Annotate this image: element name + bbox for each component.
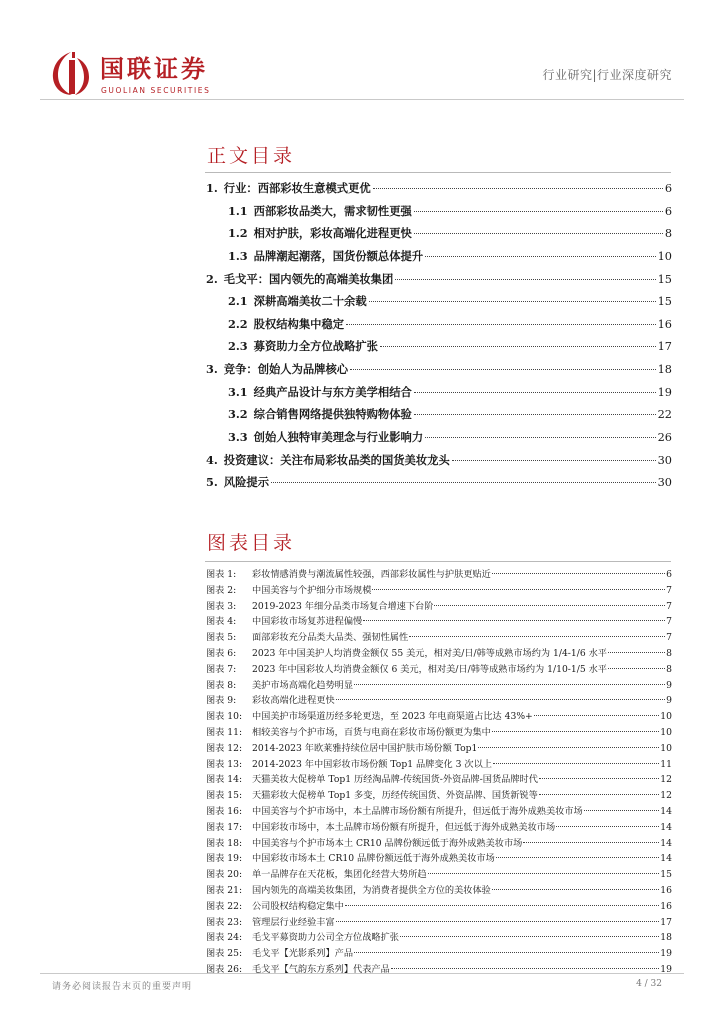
figure-entry[interactable]	[206, 836, 672, 852]
toc-entry-page: 15	[657, 295, 672, 309]
figure-entry-label: 图表 18:	[206, 837, 243, 849]
figure-entry-label: 图表 15:	[206, 790, 243, 802]
toc-entry[interactable]	[206, 313, 672, 336]
toc-entry-page: 10	[657, 249, 672, 263]
toc-entry-number: 3.2	[228, 407, 248, 422]
figure-entry-page: 8	[666, 647, 672, 659]
dot-leader	[496, 857, 660, 858]
figure-entry[interactable]	[206, 709, 672, 725]
dot-leader	[395, 279, 655, 280]
figure-entry-page: 14	[660, 805, 672, 817]
figure-entry-label: 图表 7:	[206, 663, 237, 675]
figure-entry-title: 2014-2023 年中国彩妆市场份额 Top1 品牌变化 3 次以上	[252, 758, 492, 770]
toc-entry-number: 2.3	[228, 339, 248, 354]
figure-entry-label: 图表 8:	[206, 679, 237, 691]
figure-entry-title: 2019-2023 年细分品类市场复合增速下台阶	[252, 600, 434, 612]
toc-entry-number: 1.2	[228, 226, 248, 241]
dot-leader	[478, 747, 659, 748]
guolian-logo-icon	[50, 50, 92, 96]
figure-entry-title: 毛戈平募资助力公司全方位战略扩张	[252, 932, 399, 944]
figure-entry-page: 15	[660, 869, 672, 881]
dot-leader	[608, 668, 665, 669]
figure-entry[interactable]	[206, 772, 672, 788]
toc-entry-page: 26	[657, 431, 672, 445]
figure-entry-page: 7	[666, 632, 672, 644]
toc-entry-number: 1.3	[228, 248, 248, 263]
toc-entry-title: 品牌潮起潮落，国货份额总体提升	[253, 248, 424, 263]
figure-entry[interactable]	[206, 804, 672, 820]
figure-entry[interactable]	[206, 899, 672, 915]
toc-entry-title: 西部彩妆品类大，需求韧性更强	[253, 203, 412, 218]
figure-entry-label: 图表 13:	[206, 758, 243, 770]
figure-entry-title: 毛戈平【气韵东方系列】代表产品	[252, 963, 390, 975]
dot-leader	[350, 369, 656, 370]
toc-list	[206, 177, 672, 494]
toc-entry-page: 22	[657, 408, 672, 422]
dot-leader	[492, 889, 659, 890]
figure-list-title-rule	[205, 561, 671, 562]
figure-entry-page: 8	[666, 663, 672, 675]
dot-leader	[492, 731, 659, 732]
figure-entry-label: 图表 10:	[206, 711, 243, 723]
toc-entry-title: 经典产品设计与东方美学相结合	[253, 384, 412, 399]
toc-entry-number: 1.1	[228, 203, 248, 218]
dot-leader	[414, 414, 656, 415]
dot-leader	[414, 392, 656, 393]
figure-entry[interactable]	[206, 820, 672, 836]
figure-entry-page: 6	[666, 569, 672, 580]
figure-entry-title: 管理层行业经验丰富	[252, 916, 335, 928]
toc-entry-page: 19	[657, 385, 672, 399]
toc-entry[interactable]	[206, 358, 672, 381]
toc-entry-number: 3.	[206, 362, 218, 377]
toc-entry-title: 相对护肤，彩妆高端化进程更快	[253, 226, 412, 241]
toc-entry-title: 竞争：创始人为品牌核心	[223, 362, 349, 377]
toc-entry-page: 6	[664, 182, 672, 195]
figure-entry-title: 中国美容与个护市场本土 CR10 品牌份额远低于海外成熟美妆市场	[252, 837, 523, 849]
header-divider	[40, 99, 684, 100]
toc-entry-number: 2.	[206, 271, 218, 286]
dot-leader	[492, 573, 665, 574]
toc-entry-page: 30	[657, 453, 672, 467]
toc-entry[interactable]	[206, 200, 672, 223]
figure-entry[interactable]	[206, 583, 672, 599]
figure-entry-label: 图表 4:	[206, 616, 237, 628]
figure-entry-page: 9	[666, 695, 672, 707]
toc-entry-page: 16	[657, 317, 672, 331]
dot-leader	[369, 301, 656, 302]
figure-entry-page: 12	[660, 774, 672, 786]
figure-entry[interactable]	[206, 883, 672, 899]
toc-entry-page: 30	[657, 476, 672, 490]
figure-entry-title: 2023 年中国彩妆人均消费金额仅 6 美元，相对美/日/韩等成熟市场约为 1/10-1/5 水平	[252, 663, 607, 675]
dot-leader	[539, 794, 660, 795]
figure-entry-title: 面部彩妆充分品类大品类、强韧性属性	[252, 632, 409, 644]
toc-entry-title: 创始人独特审美理念与行业影响力	[253, 430, 424, 445]
toc-title-rule	[205, 172, 671, 173]
figure-entry-label: 图表 14:	[206, 774, 243, 786]
dot-leader	[409, 636, 665, 637]
dot-leader	[414, 233, 663, 234]
dot-leader	[608, 652, 665, 653]
figure-entry[interactable]	[206, 725, 672, 741]
figure-entry-page: 10	[660, 742, 672, 754]
figure-entry-label: 图表 26:	[206, 963, 243, 975]
figure-entry[interactable]	[206, 788, 672, 804]
figure-entry-title: 中国彩妆市场中，本土品牌市场份额有所提升，但远低于海外成熟美妆市场	[252, 821, 556, 833]
toc-entry[interactable]	[206, 245, 672, 268]
dot-leader	[493, 763, 659, 764]
figure-entry-title: 美护市场高端化趋势明显	[252, 679, 354, 691]
toc-entry-page: 8	[664, 227, 672, 241]
dot-leader	[425, 256, 656, 257]
dot-leader	[345, 905, 659, 906]
dot-leader	[346, 324, 656, 325]
dot-leader	[414, 211, 663, 212]
figure-entry-label: 图表 16:	[206, 805, 243, 817]
toc-entry-number: 3.3	[228, 430, 248, 445]
dot-leader	[336, 921, 660, 922]
figure-entry-label: 图表 1:	[206, 569, 237, 580]
figure-entry[interactable]	[206, 962, 672, 978]
figure-entry-label: 图表 6:	[206, 647, 237, 659]
figure-entry[interactable]	[206, 867, 672, 883]
figure-entry-title: 相较美容与个护市场，百货与电商在彩妆市场份额更为集中	[252, 726, 491, 738]
dot-leader	[425, 437, 656, 438]
figure-entry-label: 图表 23:	[206, 916, 243, 928]
page-header	[0, 0, 724, 100]
toc-entry-page: 17	[657, 340, 672, 354]
figure-entry[interactable]	[206, 741, 672, 757]
toc-entry-title: 深耕高端美妆二十余载	[253, 294, 367, 309]
toc-entry-title: 股权结构集中稳定	[253, 316, 345, 331]
dot-leader	[373, 188, 663, 189]
figure-entry[interactable]	[206, 693, 672, 709]
toc-entry-number: 3.1	[228, 384, 248, 399]
figure-entry-label: 图表 20:	[206, 869, 243, 881]
figure-entry[interactable]	[206, 678, 672, 694]
toc-entry-page: 6	[664, 204, 672, 218]
dot-leader	[400, 936, 659, 937]
figure-entry-page: 7	[666, 584, 672, 596]
figure-entry-page: 11	[660, 758, 672, 770]
figure-entry-page: 14	[660, 837, 672, 849]
figure-entry-title: 天猫美妆大促榜单 Top1 历经淘品牌-传统国货-外资品牌-国货品牌时代	[252, 774, 538, 786]
dot-leader	[271, 482, 656, 483]
figure-entry-page: 14	[660, 853, 672, 865]
figure-entry-title: 中国彩妆市场本土 CR10 品牌份额远低于海外成熟美妆市场	[252, 853, 495, 865]
figure-entry-page: 10	[660, 711, 672, 723]
brand-name-en: GUOLIAN SECURITIES	[101, 86, 211, 95]
figure-entry[interactable]	[206, 646, 672, 662]
toc-entry-title: 募资助力全方位战略扩张	[253, 339, 378, 354]
figure-entry-title: 中国美容与个护细分市场规模	[252, 584, 372, 596]
figure-entry-label: 图表 22:	[206, 900, 243, 912]
toc-title: 正文目录	[207, 145, 296, 167]
figure-entry-title: 国内领先的高端美妆集团，为消费者提供全方位的美妆体验	[252, 884, 491, 896]
figure-entry[interactable]	[206, 930, 672, 946]
dot-leader	[363, 620, 665, 621]
figure-entry-title: 单一品牌存在天花板，集团化经营大势所趋	[252, 869, 427, 881]
dot-leader	[354, 952, 659, 953]
toc-entry-title: 投资建议：关注布局彩妆品类的国货美妆龙头	[223, 452, 450, 467]
footer-disclaimer: 请务必阅读报告末页的重要声明	[52, 982, 193, 992]
toc-entry-title: 综合销售网络提供独特购物体验	[253, 407, 412, 422]
dot-leader	[556, 826, 659, 827]
toc-entry[interactable]	[206, 471, 672, 494]
toc-entry[interactable]	[206, 222, 672, 245]
dot-leader	[428, 873, 660, 874]
dot-leader	[452, 460, 656, 461]
toc-entry[interactable]	[206, 449, 672, 472]
toc-entry-number: 4.	[206, 452, 218, 467]
figure-entry[interactable]	[206, 614, 672, 630]
figure-entry-label: 图表 24:	[206, 932, 243, 944]
figure-entry-label: 图表 3:	[206, 600, 237, 612]
figure-entry-title: 公司股权结构稳定集中	[252, 900, 344, 912]
figure-entry-title: 彩妆情感消费与潮流属性较强，西部彩妆属性与护肤更贴近	[252, 569, 491, 580]
toc-entry-number: 2.2	[228, 316, 248, 331]
figure-entry-page: 7	[666, 616, 672, 628]
toc-entry[interactable]	[206, 381, 672, 404]
figure-entry-page: 10	[660, 726, 672, 738]
figure-entry-title: 彩妆高端化进程更快	[252, 695, 335, 707]
toc-entry-title: 毛戈平：国内领先的高端美妆集团	[223, 271, 394, 286]
figure-entry-page: 7	[666, 600, 672, 612]
figure-entry-label: 图表 5:	[206, 632, 237, 644]
dot-leader	[380, 346, 656, 347]
dot-leader	[584, 810, 660, 811]
toc-entry-title: 风险提示	[223, 475, 269, 490]
figure-entry-label: 图表 9:	[206, 695, 237, 707]
figure-entry-title: 毛戈平【光影系列】产品	[252, 948, 354, 960]
dot-leader	[336, 699, 665, 700]
toc-entry[interactable]	[206, 177, 672, 200]
figure-entry[interactable]	[206, 851, 672, 867]
figure-entry-page: 17	[660, 916, 672, 928]
dot-leader	[372, 589, 665, 590]
dot-leader	[523, 842, 659, 843]
figure-entry-title: 中国彩妆市场复苏进程偏慢	[252, 616, 363, 628]
figure-entry-title: 中国美容与个护市场中，本土品牌市场份额有所提升，但远低于海外成熟美妆市场	[252, 805, 583, 817]
toc-entry-title: 行业：西部彩妆生意模式更优	[223, 181, 371, 195]
figure-entry-page: 19	[660, 948, 672, 960]
figure-entry-page: 14	[660, 821, 672, 833]
figure-entry[interactable]	[206, 946, 672, 962]
figure-entry-label: 图表 19:	[206, 853, 243, 865]
toc-entry-number: 1.	[206, 181, 218, 195]
toc-entry-number: 5.	[206, 475, 218, 490]
figure-entry-label: 图表 17:	[206, 821, 243, 833]
toc-entry-page: 15	[657, 272, 672, 286]
dot-leader	[539, 778, 659, 779]
footer-divider	[40, 973, 684, 974]
figure-entry[interactable]	[206, 915, 672, 931]
figure-entry-page: 19	[660, 963, 672, 975]
figure-entry-page: 12	[660, 790, 672, 802]
figure-list	[206, 567, 672, 978]
figure-entry-page: 9	[666, 679, 672, 691]
toc-entry[interactable]	[206, 290, 672, 313]
page-number: 4 / 32	[636, 979, 662, 989]
toc-entry[interactable]	[206, 268, 672, 291]
figure-entry-page: 16	[660, 900, 672, 912]
toc-entry[interactable]	[206, 403, 672, 426]
figure-entry-title: 2014-2023 年欧莱雅持续位居中国护肤市场份额 Top1	[252, 742, 478, 754]
figure-entry-label: 图表 12:	[206, 742, 243, 754]
figure-entry[interactable]	[206, 599, 672, 615]
report-category: 行业研究|行业深度研究	[542, 68, 672, 82]
toc-entry-number: 2.1	[228, 294, 248, 309]
figure-entry-title: 中国美护市场渠道历经多轮更迭，至 2023 年电商渠道占比达 43%+	[252, 711, 533, 723]
figure-entry-page: 18	[660, 932, 672, 944]
figure-entry-page: 16	[660, 884, 672, 896]
figure-entry[interactable]	[206, 662, 672, 678]
toc-entry[interactable]	[206, 426, 672, 449]
dot-leader	[354, 684, 665, 685]
figure-entry-label: 图表 2:	[206, 584, 237, 596]
dot-leader	[534, 715, 660, 716]
brand-name-cn: 国联证券	[100, 55, 208, 83]
figure-entry[interactable]	[206, 567, 672, 583]
toc-entry-page: 18	[657, 363, 672, 377]
figure-entry-title: 天猫彩妆大促榜单 Top1 多变，历经传统国货、外资品牌、国货新锐等	[252, 790, 538, 802]
toc-entry[interactable]	[206, 335, 672, 358]
figure-entry-label: 图表 25:	[206, 948, 243, 960]
dot-leader	[391, 968, 659, 969]
figure-entry-title: 2023 年中国美护人均消费金额仅 55 美元，相对美/日/韩等成熟市场约为 1/4-1/6 水平	[252, 647, 607, 659]
dot-leader	[434, 605, 665, 606]
figure-list-title: 图表目录	[207, 532, 296, 554]
figure-entry[interactable]	[206, 630, 672, 646]
figure-entry-label: 图表 11:	[206, 726, 243, 738]
figure-entry-label: 图表 21:	[206, 884, 243, 896]
figure-entry[interactable]	[206, 757, 672, 773]
